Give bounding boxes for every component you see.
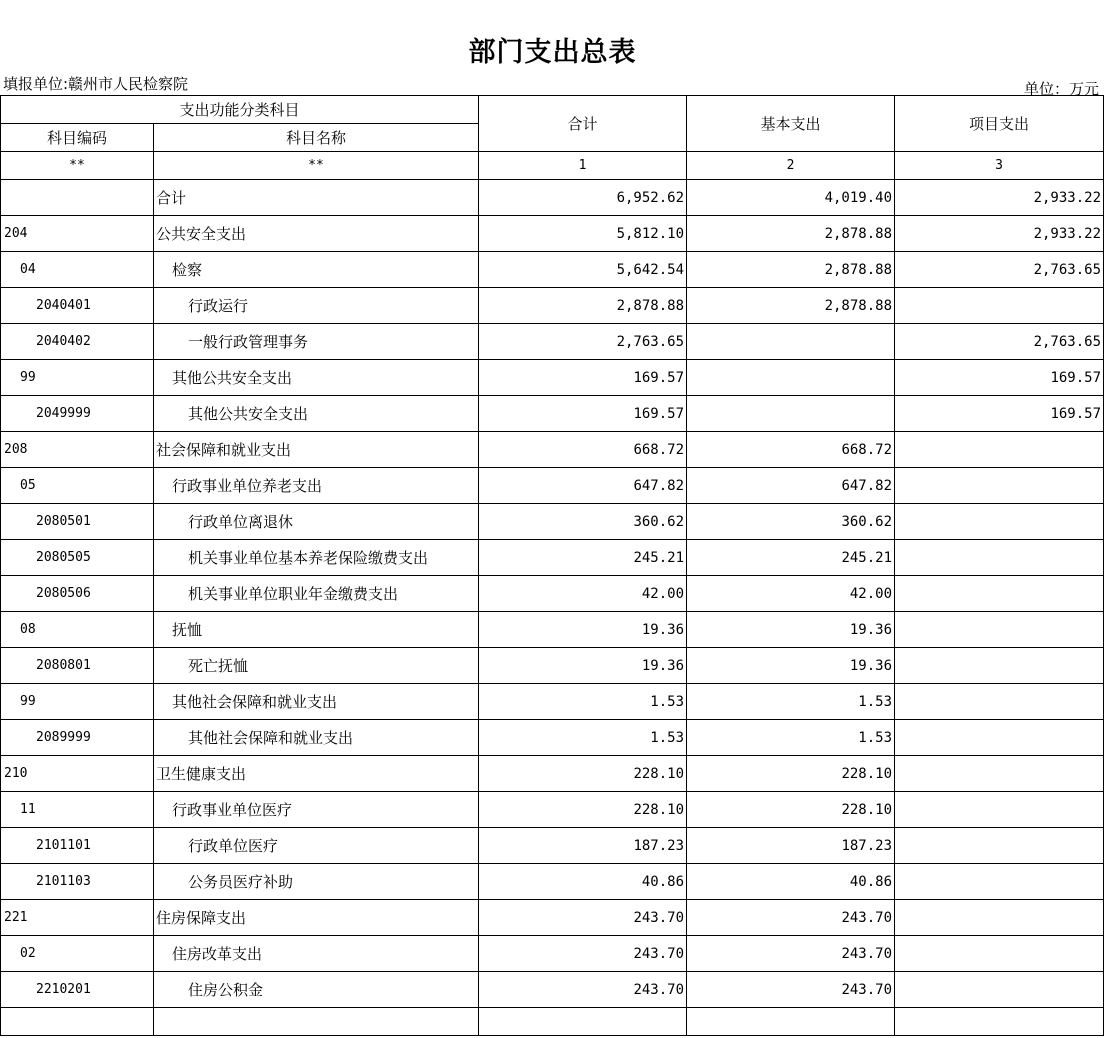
row-project xyxy=(895,756,1104,792)
row-basic: 2,878.88 xyxy=(687,216,895,252)
row-project xyxy=(895,828,1104,864)
table-row xyxy=(1,180,1104,216)
row-total: 169.57 xyxy=(479,360,687,396)
row-name: 行政单位离退休 xyxy=(154,504,479,540)
row-basic: 1.53 xyxy=(687,720,895,756)
header-index-basic: 2 xyxy=(687,152,895,180)
header-star-name: ** xyxy=(154,152,479,180)
row-code: 2210201 xyxy=(1,972,154,1008)
table-row xyxy=(1,936,1104,972)
row-code: 2040402 xyxy=(1,324,154,360)
row-total: 245.21 xyxy=(479,540,687,576)
row-code: 99 xyxy=(1,684,154,720)
row-basic xyxy=(687,360,895,396)
header-project: 项目支出 xyxy=(895,96,1104,152)
row-name: 机关事业单位职业年金缴费支出 xyxy=(154,576,479,612)
table-row xyxy=(1,216,1104,252)
row-total: 40.86 xyxy=(479,864,687,900)
row-project xyxy=(895,540,1104,576)
row-basic: 42.00 xyxy=(687,576,895,612)
row-basic: 187.23 xyxy=(687,828,895,864)
row-basic: 243.70 xyxy=(687,900,895,936)
row-code: 02 xyxy=(1,936,154,972)
row-total: 647.82 xyxy=(479,468,687,504)
row-code: 08 xyxy=(1,612,154,648)
row-project: 169.57 xyxy=(895,396,1104,432)
row-code xyxy=(1,180,154,216)
row-basic: 2,878.88 xyxy=(687,252,895,288)
currency-unit: 单位：万元 xyxy=(1023,80,1099,98)
table-row xyxy=(1,540,1104,576)
header-func-group: 支出功能分类科目 xyxy=(1,96,479,124)
row-project xyxy=(895,972,1104,1008)
table-row xyxy=(1,900,1104,936)
table-row xyxy=(1,432,1104,468)
row-total: 5,642.54 xyxy=(479,252,687,288)
row-project: 2,933.22 xyxy=(895,180,1104,216)
table-row xyxy=(1,648,1104,684)
header-name: 科目名称 xyxy=(154,124,479,152)
row-project xyxy=(895,864,1104,900)
row-code: 2080801 xyxy=(1,648,154,684)
table-row xyxy=(1,792,1104,828)
table-row xyxy=(1,324,1104,360)
row-total xyxy=(479,1008,687,1036)
row-basic: 1.53 xyxy=(687,684,895,720)
row-code: 221 xyxy=(1,900,154,936)
row-basic xyxy=(687,396,895,432)
row-code: 11 xyxy=(1,792,154,828)
row-total: 360.62 xyxy=(479,504,687,540)
table-row xyxy=(1,612,1104,648)
row-name: 公共安全支出 xyxy=(154,216,479,252)
row-name: 抚恤 xyxy=(154,612,479,648)
row-name: 其他公共安全支出 xyxy=(154,396,479,432)
header-index-project: 3 xyxy=(895,152,1104,180)
row-total: 19.36 xyxy=(479,648,687,684)
row-total: 6,952.62 xyxy=(479,180,687,216)
row-basic: 4,019.40 xyxy=(687,180,895,216)
table-row xyxy=(1,1008,1104,1036)
row-basic: 245.21 xyxy=(687,540,895,576)
row-name: 机关事业单位基本养老保险缴费支出 xyxy=(154,540,479,576)
header-index-total: 1 xyxy=(479,152,687,180)
row-project: 2,763.65 xyxy=(895,324,1104,360)
table-row xyxy=(1,972,1104,1008)
row-total: 42.00 xyxy=(479,576,687,612)
row-total: 2,878.88 xyxy=(479,288,687,324)
row-total: 5,812.10 xyxy=(479,216,687,252)
table-row xyxy=(1,684,1104,720)
table-row xyxy=(1,864,1104,900)
row-code: 05 xyxy=(1,468,154,504)
row-code: 204 xyxy=(1,216,154,252)
row-name: 行政事业单位医疗 xyxy=(154,792,479,828)
reporting-unit: 填报单位:赣州市人民检察院 xyxy=(3,75,189,93)
table-row xyxy=(1,252,1104,288)
row-total: 243.70 xyxy=(479,900,687,936)
row-name: 其他社会保障和就业支出 xyxy=(154,720,479,756)
row-basic: 243.70 xyxy=(687,972,895,1008)
row-name: 合计 xyxy=(154,180,479,216)
header-total: 合计 xyxy=(479,96,687,152)
row-total: 243.70 xyxy=(479,936,687,972)
row-name: 卫生健康支出 xyxy=(154,756,479,792)
row-total: 1.53 xyxy=(479,720,687,756)
row-code: 2049999 xyxy=(1,396,154,432)
row-code: 99 xyxy=(1,360,154,396)
header-code: 科目编码 xyxy=(1,124,154,152)
row-total: 169.57 xyxy=(479,396,687,432)
row-total: 19.36 xyxy=(479,612,687,648)
row-project xyxy=(895,648,1104,684)
row-total: 228.10 xyxy=(479,756,687,792)
row-project xyxy=(895,900,1104,936)
row-name: 社会保障和就业支出 xyxy=(154,432,479,468)
row-total: 2,763.65 xyxy=(479,324,687,360)
row-project xyxy=(895,792,1104,828)
row-project xyxy=(895,468,1104,504)
table-row xyxy=(1,360,1104,396)
row-code: 2080506 xyxy=(1,576,154,612)
row-basic: 40.86 xyxy=(687,864,895,900)
row-basic: 19.36 xyxy=(687,612,895,648)
row-code: 2040401 xyxy=(1,288,154,324)
row-code: 210 xyxy=(1,756,154,792)
row-name: 其他社会保障和就业支出 xyxy=(154,684,479,720)
row-project xyxy=(895,1008,1104,1036)
expenditure-table xyxy=(0,95,1104,1036)
row-name: 检察 xyxy=(154,252,479,288)
table-row xyxy=(1,504,1104,540)
row-code: 04 xyxy=(1,252,154,288)
row-total: 1.53 xyxy=(479,684,687,720)
row-project xyxy=(895,684,1104,720)
table-row xyxy=(1,828,1104,864)
row-code: 2080501 xyxy=(1,504,154,540)
header-star-code: ** xyxy=(1,152,154,180)
row-project: 2,933.22 xyxy=(895,216,1104,252)
row-basic: 668.72 xyxy=(687,432,895,468)
row-code xyxy=(1,1008,154,1036)
table-row xyxy=(1,720,1104,756)
row-total: 187.23 xyxy=(479,828,687,864)
row-name xyxy=(154,1008,479,1036)
table-row xyxy=(1,396,1104,432)
row-code: 2080505 xyxy=(1,540,154,576)
header-basic: 基本支出 xyxy=(687,96,895,152)
row-project xyxy=(895,720,1104,756)
page-title: 部门支出总表 xyxy=(468,37,637,68)
row-name: 其他公共安全支出 xyxy=(154,360,479,396)
row-name: 行政运行 xyxy=(154,288,479,324)
row-project xyxy=(895,432,1104,468)
row-total: 243.70 xyxy=(479,972,687,1008)
row-project xyxy=(895,612,1104,648)
table-row xyxy=(1,756,1104,792)
row-basic: 228.10 xyxy=(687,792,895,828)
row-name: 行政单位医疗 xyxy=(154,828,479,864)
row-name: 住房公积金 xyxy=(154,972,479,1008)
row-code: 2101103 xyxy=(1,864,154,900)
row-basic: 2,878.88 xyxy=(687,288,895,324)
row-basic xyxy=(687,1008,895,1036)
row-project xyxy=(895,936,1104,972)
row-name: 公务员医疗补助 xyxy=(154,864,479,900)
row-project xyxy=(895,288,1104,324)
row-basic: 360.62 xyxy=(687,504,895,540)
row-code: 208 xyxy=(1,432,154,468)
row-project xyxy=(895,576,1104,612)
table-row xyxy=(1,576,1104,612)
row-basic: 228.10 xyxy=(687,756,895,792)
row-name: 住房改革支出 xyxy=(154,936,479,972)
row-project: 169.57 xyxy=(895,360,1104,396)
row-name: 一般行政管理事务 xyxy=(154,324,479,360)
row-code: 2089999 xyxy=(1,720,154,756)
row-project xyxy=(895,504,1104,540)
row-basic: 647.82 xyxy=(687,468,895,504)
row-name: 死亡抚恤 xyxy=(154,648,479,684)
row-name: 住房保障支出 xyxy=(154,900,479,936)
row-total: 228.10 xyxy=(479,792,687,828)
row-project: 2,763.65 xyxy=(895,252,1104,288)
table-row xyxy=(1,468,1104,504)
row-name: 行政事业单位养老支出 xyxy=(154,468,479,504)
table-row xyxy=(1,288,1104,324)
row-basic xyxy=(687,324,895,360)
row-basic: 243.70 xyxy=(687,936,895,972)
row-code: 2101101 xyxy=(1,828,154,864)
row-total: 668.72 xyxy=(479,432,687,468)
row-basic: 19.36 xyxy=(687,648,895,684)
